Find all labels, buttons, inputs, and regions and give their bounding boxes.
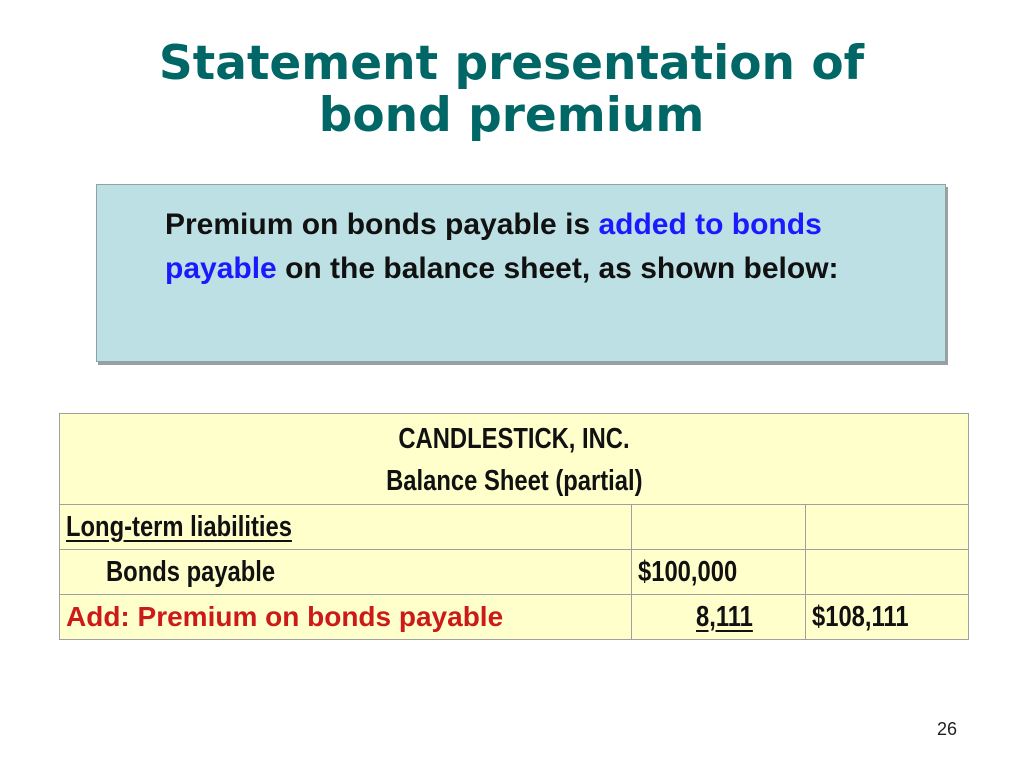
total-cell bbox=[805, 550, 968, 595]
section-heading-cell bbox=[60, 505, 632, 550]
callout-box bbox=[96, 184, 946, 362]
balance-sheet-table bbox=[59, 413, 969, 640]
amount-cell bbox=[631, 550, 805, 595]
row-label: Bonds payable bbox=[106, 555, 276, 588]
premium-amount: 8,111 bbox=[695, 600, 753, 633]
callout-text-part1: Premium on bonds payable is bbox=[165, 208, 599, 241]
row-label-cell bbox=[60, 550, 632, 595]
total-cell bbox=[805, 505, 968, 550]
amount-cell bbox=[631, 595, 805, 640]
table-row bbox=[60, 505, 969, 550]
amount-cell bbox=[631, 505, 805, 550]
table-row bbox=[60, 595, 969, 640]
premium-total: $108,111 bbox=[811, 600, 909, 633]
row-amount: $100,000 bbox=[637, 555, 737, 588]
slide-title-line2: bond premium bbox=[318, 88, 705, 143]
callout-text-part3: on the balance sheet, as shown below: bbox=[276, 252, 839, 285]
row-label-cell bbox=[60, 595, 632, 640]
callout-highlight: added to bonds payable bbox=[165, 208, 822, 285]
section-heading: Long-term liabilities bbox=[66, 510, 292, 543]
statement-name: Balance Sheet (partial) bbox=[385, 465, 643, 497]
slide-title-line1: Statement presentation of bbox=[158, 36, 865, 91]
total-cell bbox=[805, 595, 968, 640]
premium-row-label: Add: Premium on bonds payable bbox=[66, 600, 504, 632]
callout-text bbox=[165, 203, 865, 291]
page-number: 26 bbox=[937, 719, 958, 739]
company-name: CANDLESTICK, INC. bbox=[398, 423, 630, 455]
table-header-row bbox=[60, 414, 969, 505]
slide-title bbox=[0, 38, 1023, 142]
table-header bbox=[60, 414, 969, 505]
table-row bbox=[60, 550, 969, 595]
